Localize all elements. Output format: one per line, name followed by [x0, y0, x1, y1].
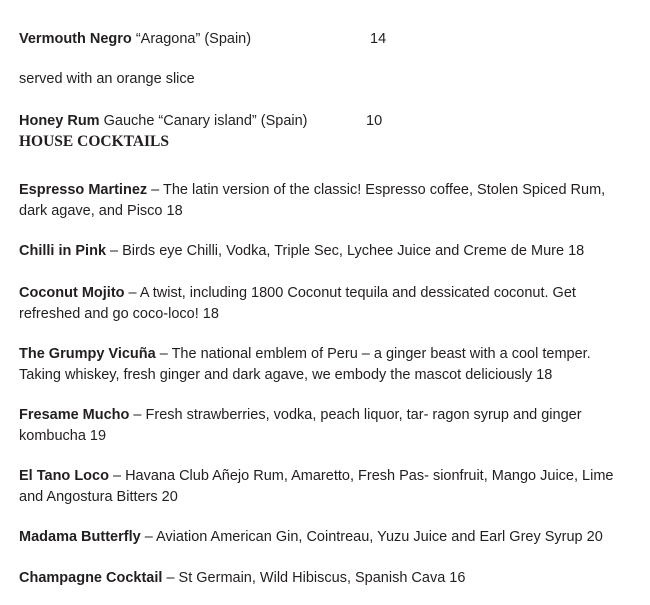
cocktail-desc: – The latin version of the classic! Espresso coffee, Stolen Spiced Rum, dark agave, and Pisco 18 [19, 182, 606, 219]
cocktail-desc: – Birds eye Chilli, Vodka, Triple Sec, Lychee Juice and Creme de Mure 18 [106, 243, 585, 259]
spirit-detail: “Aragona” (Spain) [131, 31, 252, 47]
cocktail-name: Chilli in Pink [19, 243, 107, 259]
serving-note: served with an orange slice [19, 71, 195, 87]
cocktail-item [19, 344, 634, 385]
spirit-detail: Gauche “Canary island” (Spain) [99, 113, 308, 129]
section-title: HOUSE COCKTAILS [19, 133, 170, 150]
cocktail-name: El Tano Loco [19, 468, 109, 484]
cocktail-item [19, 241, 634, 262]
spirit-name: Vermouth Negro [19, 31, 132, 47]
cocktail-name: Champagne Cocktail [19, 570, 163, 586]
spirit-honey-rum [19, 111, 308, 131]
spirit-name: Honey Rum [19, 113, 100, 129]
cocktail-desc: – A twist, including 1800 Coconut tequila and dessicated coconut. Get refreshed and go coco-loco! 18 [19, 285, 576, 322]
spirit-price: 10 [366, 113, 383, 129]
cocktail-desc: – The national emblem of Peru – a ginger beast with a cool temper. Taking whiskey, fresh ginger and dark agave, we embody the mascot deliciously 18 [19, 346, 591, 383]
cocktail-item [19, 466, 634, 507]
cocktail-desc: – Aviation American Gin, Cointreau, Yuzu Juice and Earl Grey Syrup 20 [140, 529, 603, 545]
cocktail-name: Madama Butterfly [19, 529, 141, 545]
cocktail-name: Coconut Mojito [19, 285, 125, 301]
spirit-price: 14 [370, 31, 387, 47]
cocktail-item [19, 568, 634, 589]
cocktail-item [19, 405, 634, 446]
cocktail-item [19, 180, 634, 221]
spirit-vermouth-negro [19, 29, 251, 49]
cocktail-name: The Grumpy Vicuña [19, 346, 156, 362]
cocktail-name: Espresso Martinez [19, 182, 148, 198]
cocktail-item [19, 527, 634, 548]
cocktail-item [19, 283, 634, 324]
cocktail-name: Fresame Mucho [19, 407, 130, 423]
cocktail-desc: – St Germain, Wild Hibiscus, Spanish Cava 16 [162, 570, 466, 586]
cocktail-desc: – Havana Club Añejo Rum, Amaretto, Fresh Pas- sionfruit, Mango Juice, Lime and Angostura Bitters 20 [19, 468, 614, 505]
cocktail-desc: – Fresh strawberries, vodka, peach liquor, tar- ragon syrup and ginger kombucha 19 [19, 407, 582, 444]
